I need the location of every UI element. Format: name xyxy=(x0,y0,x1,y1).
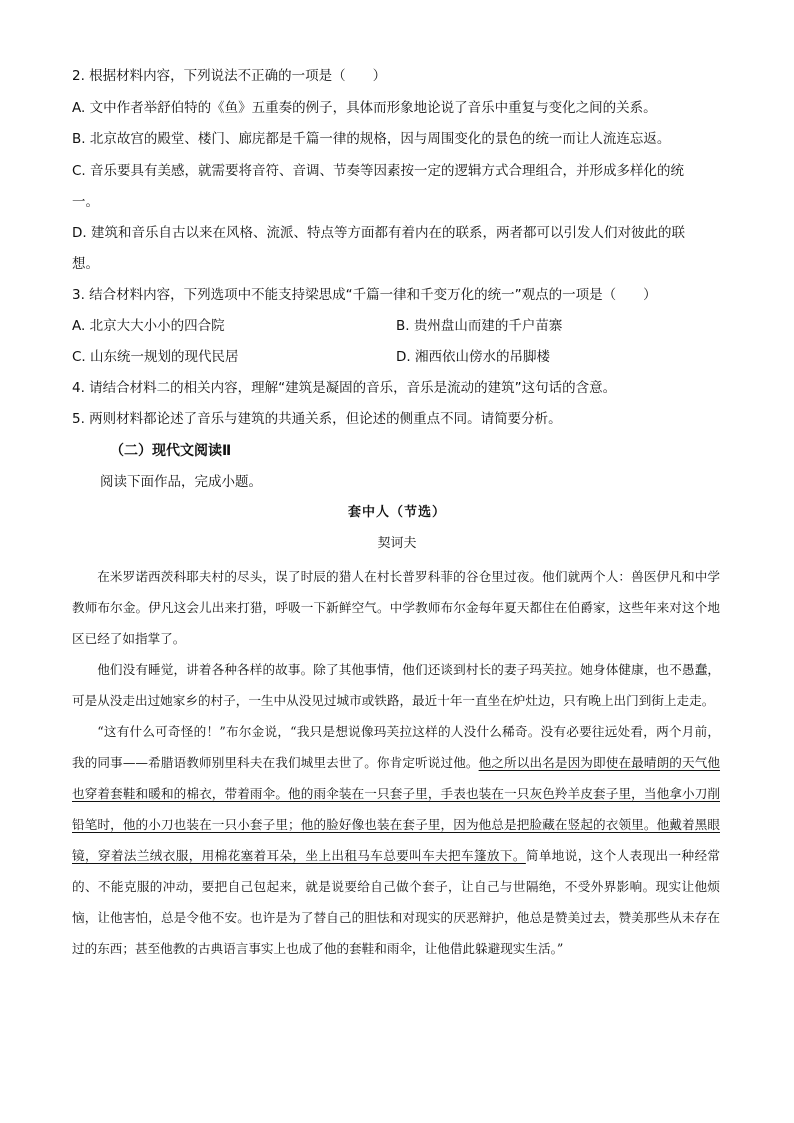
paragraph-3-closing: 简单地说，这个人表现出一种经常的、不能克服的冲动，要把自己包起来，就是说要给自己做个套子，让自己与世隔绝，不受外界影响。现实让他烦恼，让他害怕，总是令他不安。也许是为了替自己的胆怯和对现实的厌恶辩护，他总是赞美过去，赞美那些从未存在过的东西；甚至他教的古典语言事实上也成了他的套鞋和雨伞，让他借此躲避现实生活。” xyxy=(72,848,721,956)
article-author: 契诃夫 xyxy=(377,536,417,551)
question-2-option-d-cont: 想。 xyxy=(72,256,99,272)
question-3-stem: 3. 结合材料内容，下列选项中不能支持梁思成“千篇一律和千变万化的统一”观点的一项是（ ） xyxy=(72,287,657,303)
question-2-option-c: C. 音乐要具有美感，就需要将音符、音调、节奏等因素按一定的逻辑方式合理组合，并形成多样化的统 xyxy=(72,163,685,179)
article-paragraph-3 xyxy=(72,716,720,964)
underlined-passage: 他之所以出名是因为即使在最晴朗的天气他也穿着套鞋和暖和的棉衣，带着雨伞。他的雨伞装在一只套子里，手表也装在一只灰色羚羊皮套子里，当他拿小刀削铅笔时，他的小刀也装在一只小套子里；他的脸好像也装在套子里，因为他总是把脸藏在竖起的衣领里。他戴着黑眼镜，穿着法兰绒衣服，用棉花塞着耳朵，坐上出租马车总要叫车夫把车篷放下。 xyxy=(72,755,721,863)
article-title: 套中人（节选） xyxy=(347,505,446,520)
question-2-option-a: A. 文中作者举舒伯特的《鱼》五重奏的例子，具体而形象地论说了音乐中重复与变化之间的关系。 xyxy=(72,100,657,116)
question-3-option-a: A. 北京大大小小的四合院 xyxy=(72,318,225,334)
article-paragraph-1: 在米罗诺西茨科耶夫村的尽头，误了时辰的猎人在村长普罗科菲的谷仓里过夜。他们就两个人：兽医伊凡和中学教师布尔金。伊凡这会儿出来打猎，呼吸一下新鲜空气。中学教师布尔金每年夏天都住在伯爵家，这些年来对这个地区已经了如指掌了。 xyxy=(72,569,720,646)
section-instruction: 阅读下面作品，完成小题。 xyxy=(100,474,262,490)
question-5: 5. 两则材料都论述了音乐与建筑的共通关系，但论述的侧重点不同。请简要分析。 xyxy=(72,411,562,427)
paragraph-3-opening: “这有什么可奇怪的！”布尔金说，“我只是想说像玛芙拉这样的人没什么稀奇。没有必要往远处看，两个月前，我的同事——希腊语教师别里科夫在我们城里去世了。你肯定听说过他。 xyxy=(72,724,720,770)
question-3-option-b: B. 贵州盘山而建的千户苗寨 xyxy=(396,318,563,334)
question-2-option-c-cont: 一。 xyxy=(72,194,99,210)
question-2-option-d: D. 建筑和音乐自古以来在风格、流派、特点等方面都有着内在的联系，两者都可以引发人们对彼此的联 xyxy=(72,225,685,241)
question-2-stem: 2. 根据材料内容，下列说法不正确的一项是（ ） xyxy=(72,68,387,84)
question-2-option-b: B. 北京故宫的殿堂、楼门、廊庑都是千篇一律的规格，因与周围变化的景色的统一而让人流连忘返。 xyxy=(72,131,671,147)
question-4: 4. 请结合材料二的相关内容，理解“建筑是凝固的音乐，音乐是流动的建筑”这句话的含意。 xyxy=(72,380,617,396)
question-3-option-c: C. 山东统一规划的现代民居 xyxy=(72,349,239,365)
question-3-option-d: D. 湘西依山傍水的吊脚楼 xyxy=(396,349,550,365)
section-heading: （二）现代文阅读Ⅱ xyxy=(110,443,232,459)
article-paragraph-2: 他们没有睡觉，讲着各种各样的故事。除了其他事情，他们还谈到村长的妻子玛芙拉。她身体健康，也不愚蠢，可是从没走出过她家乡的村子，一生中从没见过城市或铁路，最近十年一直坐在炉灶边，只有晚上出门到街上走走。 xyxy=(72,662,720,708)
article-body xyxy=(72,561,720,964)
